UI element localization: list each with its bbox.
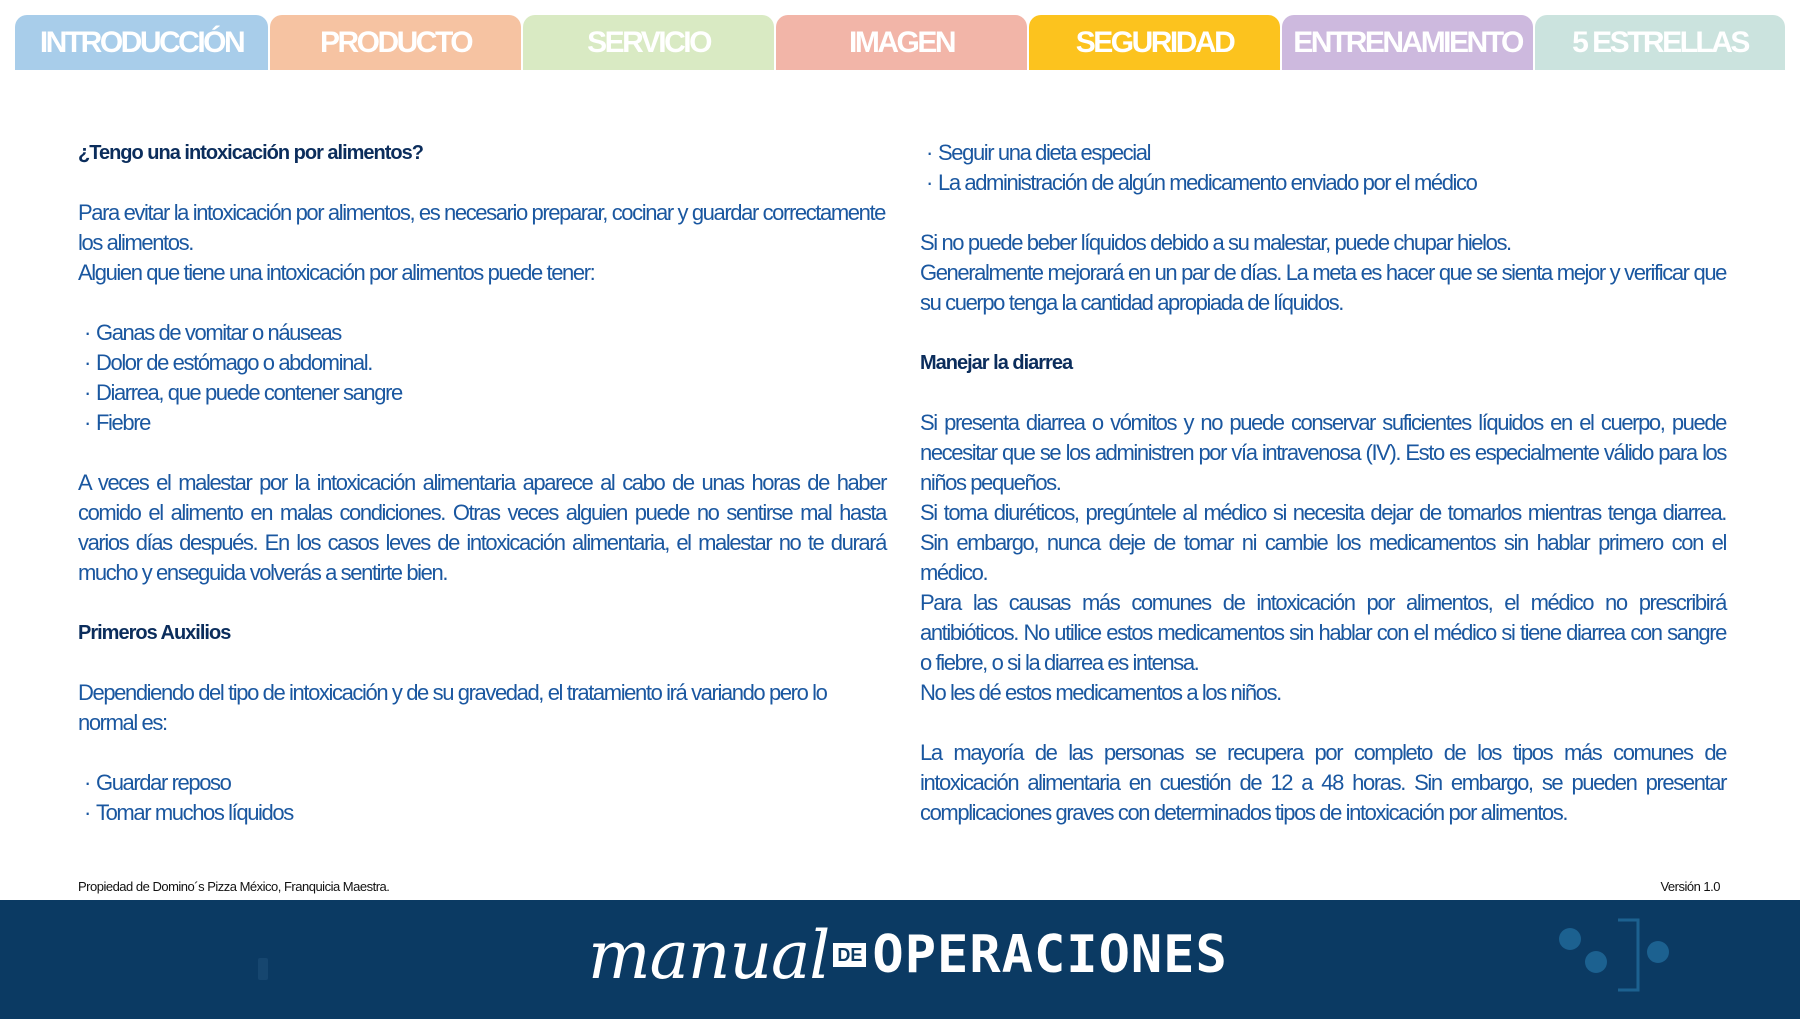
left-column (78, 138, 886, 828)
section-heading-primeros-auxilios: Primeros Auxilios (78, 622, 231, 644)
list-item: · La administración de algún medicamento enviado por el médico (926, 170, 1477, 195)
list-item: · Tomar muchos líquidos (84, 800, 293, 825)
paragraph-diureticos: Si toma diuréticos, pregúntele al médico si necesita dejar de tomarlos mientras tenga diarrea. Sin embargo, nunca deje de tomar ni cambie los medicamentos sin hablar primero con el médico. (920, 500, 1726, 585)
logo-operaciones-text: OPERACIONES (872, 925, 1228, 985)
tab-introduccion[interactable]: INTRODUCCIÓN (15, 15, 268, 70)
list-item: · Dolor de estómago o abdominal. (84, 350, 372, 375)
section-tabs (15, 15, 1785, 70)
footer-ownership: Propiedad de Domino´s Pizza México, Franquicia Maestra. (78, 879, 390, 894)
section-heading-intoxicacion: ¿Tengo una intoxicación por alimentos? (78, 142, 423, 164)
paragraph-malestar: A veces el malestar por la intoxicación alimentaria aparece al cabo de unas horas de haber comido el alimento en malas condiciones. Otras veces alguien puede no sentirse mal hasta varios días después. En los casos leves de intoxicación alimentaria, el malestar no te durará mucho y enseguida volverás a sentirte bien. (78, 470, 886, 585)
paragraph-intravenosa: Si presenta diarrea o vómitos y no puede conservar suficientes líquidos en el cuerpo, puede necesitar que se los administren por vía intravenosa (IV). Esto es especialmente válido para los niños pequeños. (920, 410, 1726, 495)
tab-producto[interactable]: PRODUCTO (270, 15, 521, 70)
paragraph-recuperacion: La mayoría de las personas se recupera por completo de los tipos más comunes de intoxicación alimentaria en cuestión de 12 a 48 horas. Sin embargo, se pueden presentar complicaciones graves con determinados tipos de intoxicación por alimentos. (920, 740, 1726, 825)
list-item: · Guardar reposo (84, 770, 231, 795)
section-heading-diarrea: Manejar la diarrea (920, 352, 1073, 374)
decorative-mark (258, 958, 268, 980)
logo-manual-text: manual (588, 916, 830, 994)
list-item: · Seguir una dieta especial (926, 140, 1151, 165)
paragraph-ninos: No les dé estos medicamentos a los niños. (920, 680, 1281, 705)
tab-5-estrellas[interactable]: 5 ESTRELLAS (1535, 15, 1785, 70)
tab-servicio[interactable]: SERVICIO (523, 15, 774, 70)
list-item: · Ganas de vomitar o náuseas (84, 320, 341, 345)
paragraph-hielos: Si no puede beber líquidos debido a su malestar, puede chupar hielos. (920, 230, 1511, 255)
right-column (920, 138, 1726, 828)
paragraph-mejorara: Generalmente mejorará en un par de días. La meta es hacer que se sienta mejor y verificar que su cuerpo tenga la cantidad apropiada de líquidos. (920, 260, 1726, 315)
list-item: · Fiebre (84, 410, 150, 435)
list-item: · Diarrea, que puede contener sangre (84, 380, 402, 405)
domino-icon (1558, 912, 1678, 1002)
tab-seguridad[interactable]: SEGURIDAD (1029, 15, 1280, 70)
tab-imagen[interactable]: IMAGEN (776, 15, 1027, 70)
paragraph-sintomas-intro: Alguien que tiene una intoxicación por alimentos puede tener: (78, 260, 595, 285)
paragraph-evitar: Para evitar la intoxicación por alimentos, es necesario preparar, cocinar y guardar correctamente los alimentos. (78, 200, 885, 255)
footer-version: Versión 1.0 (1660, 879, 1720, 894)
logo-de-text: DE (833, 943, 866, 967)
paragraph-antibioticos: Para las causas más comunes de intoxicación por alimentos, el médico no prescribirá antibióticos. No utilice estos medicamentos sin hablar con el médico si tiene diarrea con sangre o fiebre, o si la diarrea es intensa. (920, 590, 1726, 675)
paragraph-tratamiento: Dependiendo del tipo de intoxicación y de su gravedad, el tratamiento irá variando pero lo normal es: (78, 680, 827, 735)
tab-entrenamiento[interactable]: ENTRENAMIENTO (1282, 15, 1533, 70)
manual-operaciones-logo (588, 910, 1228, 1000)
